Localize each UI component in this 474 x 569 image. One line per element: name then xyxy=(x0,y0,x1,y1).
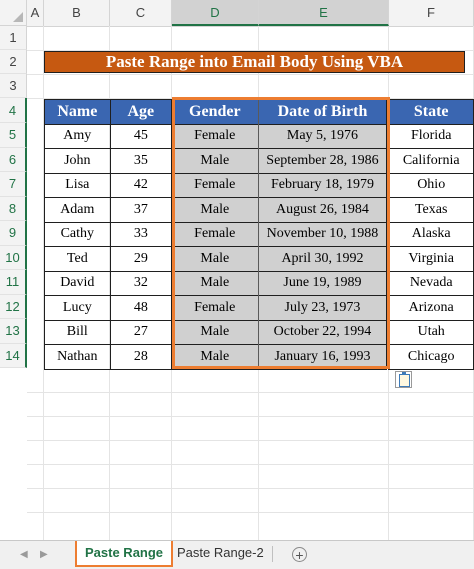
cell-gender[interactable]: Male xyxy=(172,320,258,345)
cell-age[interactable]: 35 xyxy=(110,149,171,174)
cell-state[interactable]: Texas xyxy=(389,198,474,223)
gridline xyxy=(27,74,474,75)
header-age[interactable]: Age xyxy=(110,100,171,125)
column-header-b[interactable]: B xyxy=(44,0,110,26)
gridline xyxy=(27,392,474,393)
cell-gender[interactable]: Female xyxy=(172,124,258,149)
gridline xyxy=(27,416,474,417)
cell-age[interactable]: 42 xyxy=(110,173,171,198)
cell-name[interactable]: Lisa xyxy=(45,173,111,198)
cell-gender[interactable]: Female xyxy=(172,296,258,321)
table-row xyxy=(45,149,474,174)
cell-age[interactable]: 32 xyxy=(110,271,171,296)
sheet-title-banner[interactable]: Paste Range into Email Body Using VBA xyxy=(44,51,465,73)
row-header-14[interactable]: 14 xyxy=(0,344,27,369)
selection-column-divider xyxy=(258,99,259,367)
header-date-of-birth[interactable]: Date of Birth xyxy=(258,100,387,125)
select-all-triangle-icon xyxy=(13,12,23,22)
cell-state[interactable]: Arizona xyxy=(389,296,474,321)
cell-state[interactable]: Utah xyxy=(389,320,474,345)
table-row xyxy=(45,222,474,247)
header-name[interactable]: Name xyxy=(45,100,111,125)
paste-options-button[interactable] xyxy=(395,371,412,388)
column-header-bar xyxy=(0,0,474,27)
tab-separator xyxy=(272,546,273,562)
previous-sheet-icon[interactable]: ◀ xyxy=(20,549,28,560)
table-row xyxy=(45,271,474,296)
row-header-3[interactable]: 3 xyxy=(0,74,27,98)
cell-date-of-birth[interactable]: February 18, 1979 xyxy=(258,173,387,198)
column-header-e[interactable]: E xyxy=(259,0,389,26)
select-all-button[interactable] xyxy=(0,0,27,26)
row-header-5[interactable]: 5 xyxy=(0,123,27,148)
table-row xyxy=(45,198,474,223)
sheet-tab-paste-range-2[interactable]: Paste Range-2 xyxy=(177,545,264,560)
cell-date-of-birth[interactable]: October 22, 1994 xyxy=(258,320,387,345)
cell-name[interactable]: Cathy xyxy=(45,222,111,247)
table-row xyxy=(45,173,474,198)
gridline xyxy=(27,440,474,441)
cell-name[interactable]: John xyxy=(45,149,111,174)
row-header-6[interactable]: 6 xyxy=(0,148,27,173)
cell-gender[interactable]: Male xyxy=(172,345,258,370)
cell-state[interactable]: Florida xyxy=(389,124,474,149)
cell-age[interactable]: 28 xyxy=(110,345,171,370)
clipboard-clip-icon xyxy=(402,372,406,375)
cell-state[interactable]: California xyxy=(389,149,474,174)
cell-gender[interactable]: Female xyxy=(172,222,258,247)
next-sheet-icon[interactable]: ▶ xyxy=(40,549,48,560)
header-state[interactable]: State xyxy=(389,100,474,125)
cell-gender[interactable]: Male xyxy=(172,149,258,174)
cell-gender[interactable]: Male xyxy=(172,198,258,223)
row-header-9[interactable]: 9 xyxy=(0,221,27,246)
cell-name[interactable]: David xyxy=(45,271,111,296)
cell-gender[interactable]: Female xyxy=(172,173,258,198)
cell-name[interactable]: Adam xyxy=(45,198,111,223)
cell-date-of-birth[interactable]: July 23, 1973 xyxy=(258,296,387,321)
table-row xyxy=(45,124,474,149)
cell-age[interactable]: 37 xyxy=(110,198,171,223)
cell-date-of-birth[interactable]: September 28, 1986 xyxy=(258,149,387,174)
cell-state[interactable]: Chicago xyxy=(389,345,474,370)
column-header-c[interactable]: C xyxy=(110,0,172,26)
cell-name[interactable]: Amy xyxy=(45,124,111,149)
cell-gender[interactable]: Male xyxy=(172,247,258,272)
row-header-11[interactable]: 11 xyxy=(0,270,27,295)
data-table xyxy=(44,99,474,370)
row-header-1[interactable]: 1 xyxy=(0,26,27,50)
row-header-12[interactable]: 12 xyxy=(0,295,27,320)
cell-date-of-birth[interactable]: November 10, 1988 xyxy=(258,222,387,247)
row-header-7[interactable]: 7 xyxy=(0,172,27,197)
cell-age[interactable]: 45 xyxy=(110,124,171,149)
sheet-tab-paste-range[interactable]: Paste Range xyxy=(75,541,173,567)
cell-age[interactable]: 33 xyxy=(110,222,171,247)
gridline xyxy=(27,512,474,513)
row-header-2[interactable]: 2 xyxy=(0,50,27,74)
clipboard-icon xyxy=(399,374,410,387)
column-header-a[interactable]: A xyxy=(27,0,44,26)
column-header-f[interactable]: F xyxy=(389,0,474,26)
cell-name[interactable]: Nathan xyxy=(45,345,111,370)
cell-age[interactable]: 29 xyxy=(110,247,171,272)
header-gender[interactable]: Gender xyxy=(172,100,258,125)
cell-date-of-birth[interactable]: January 16, 1993 xyxy=(258,345,387,370)
cell-state[interactable]: Virginia xyxy=(389,247,474,272)
cell-state[interactable]: Nevada xyxy=(389,271,474,296)
table-header-row xyxy=(45,100,474,125)
cell-state[interactable]: Ohio xyxy=(389,173,474,198)
table-row xyxy=(45,320,474,345)
row-header-10[interactable]: 10 xyxy=(0,246,27,271)
cell-date-of-birth[interactable]: May 5, 1976 xyxy=(258,124,387,149)
row-header-8[interactable]: 8 xyxy=(0,197,27,222)
cell-age[interactable]: 48 xyxy=(110,296,171,321)
cell-name[interactable]: Bill xyxy=(45,320,111,345)
table-row xyxy=(45,345,474,370)
gridline xyxy=(27,464,474,465)
add-sheet-icon[interactable]: + xyxy=(292,547,307,562)
gridline xyxy=(27,488,474,489)
cell-date-of-birth[interactable]: April 30, 1992 xyxy=(258,247,387,272)
cell-name[interactable]: Lucy xyxy=(45,296,111,321)
table-row xyxy=(45,296,474,321)
cell-gender[interactable]: Male xyxy=(172,271,258,296)
cell-date-of-birth[interactable]: August 26, 1984 xyxy=(258,198,387,223)
sheet-tab-bar xyxy=(0,540,474,569)
column-header-d[interactable]: D xyxy=(172,0,259,26)
cell-state[interactable]: Alaska xyxy=(389,222,474,247)
cell-age[interactable]: 27 xyxy=(110,320,171,345)
cell-date-of-birth[interactable]: June 19, 1989 xyxy=(258,271,387,296)
cell-name[interactable]: Ted xyxy=(45,247,111,272)
row-header-4[interactable]: 4 xyxy=(0,98,27,123)
row-header-13[interactable]: 13 xyxy=(0,319,27,344)
table-row xyxy=(45,247,474,272)
